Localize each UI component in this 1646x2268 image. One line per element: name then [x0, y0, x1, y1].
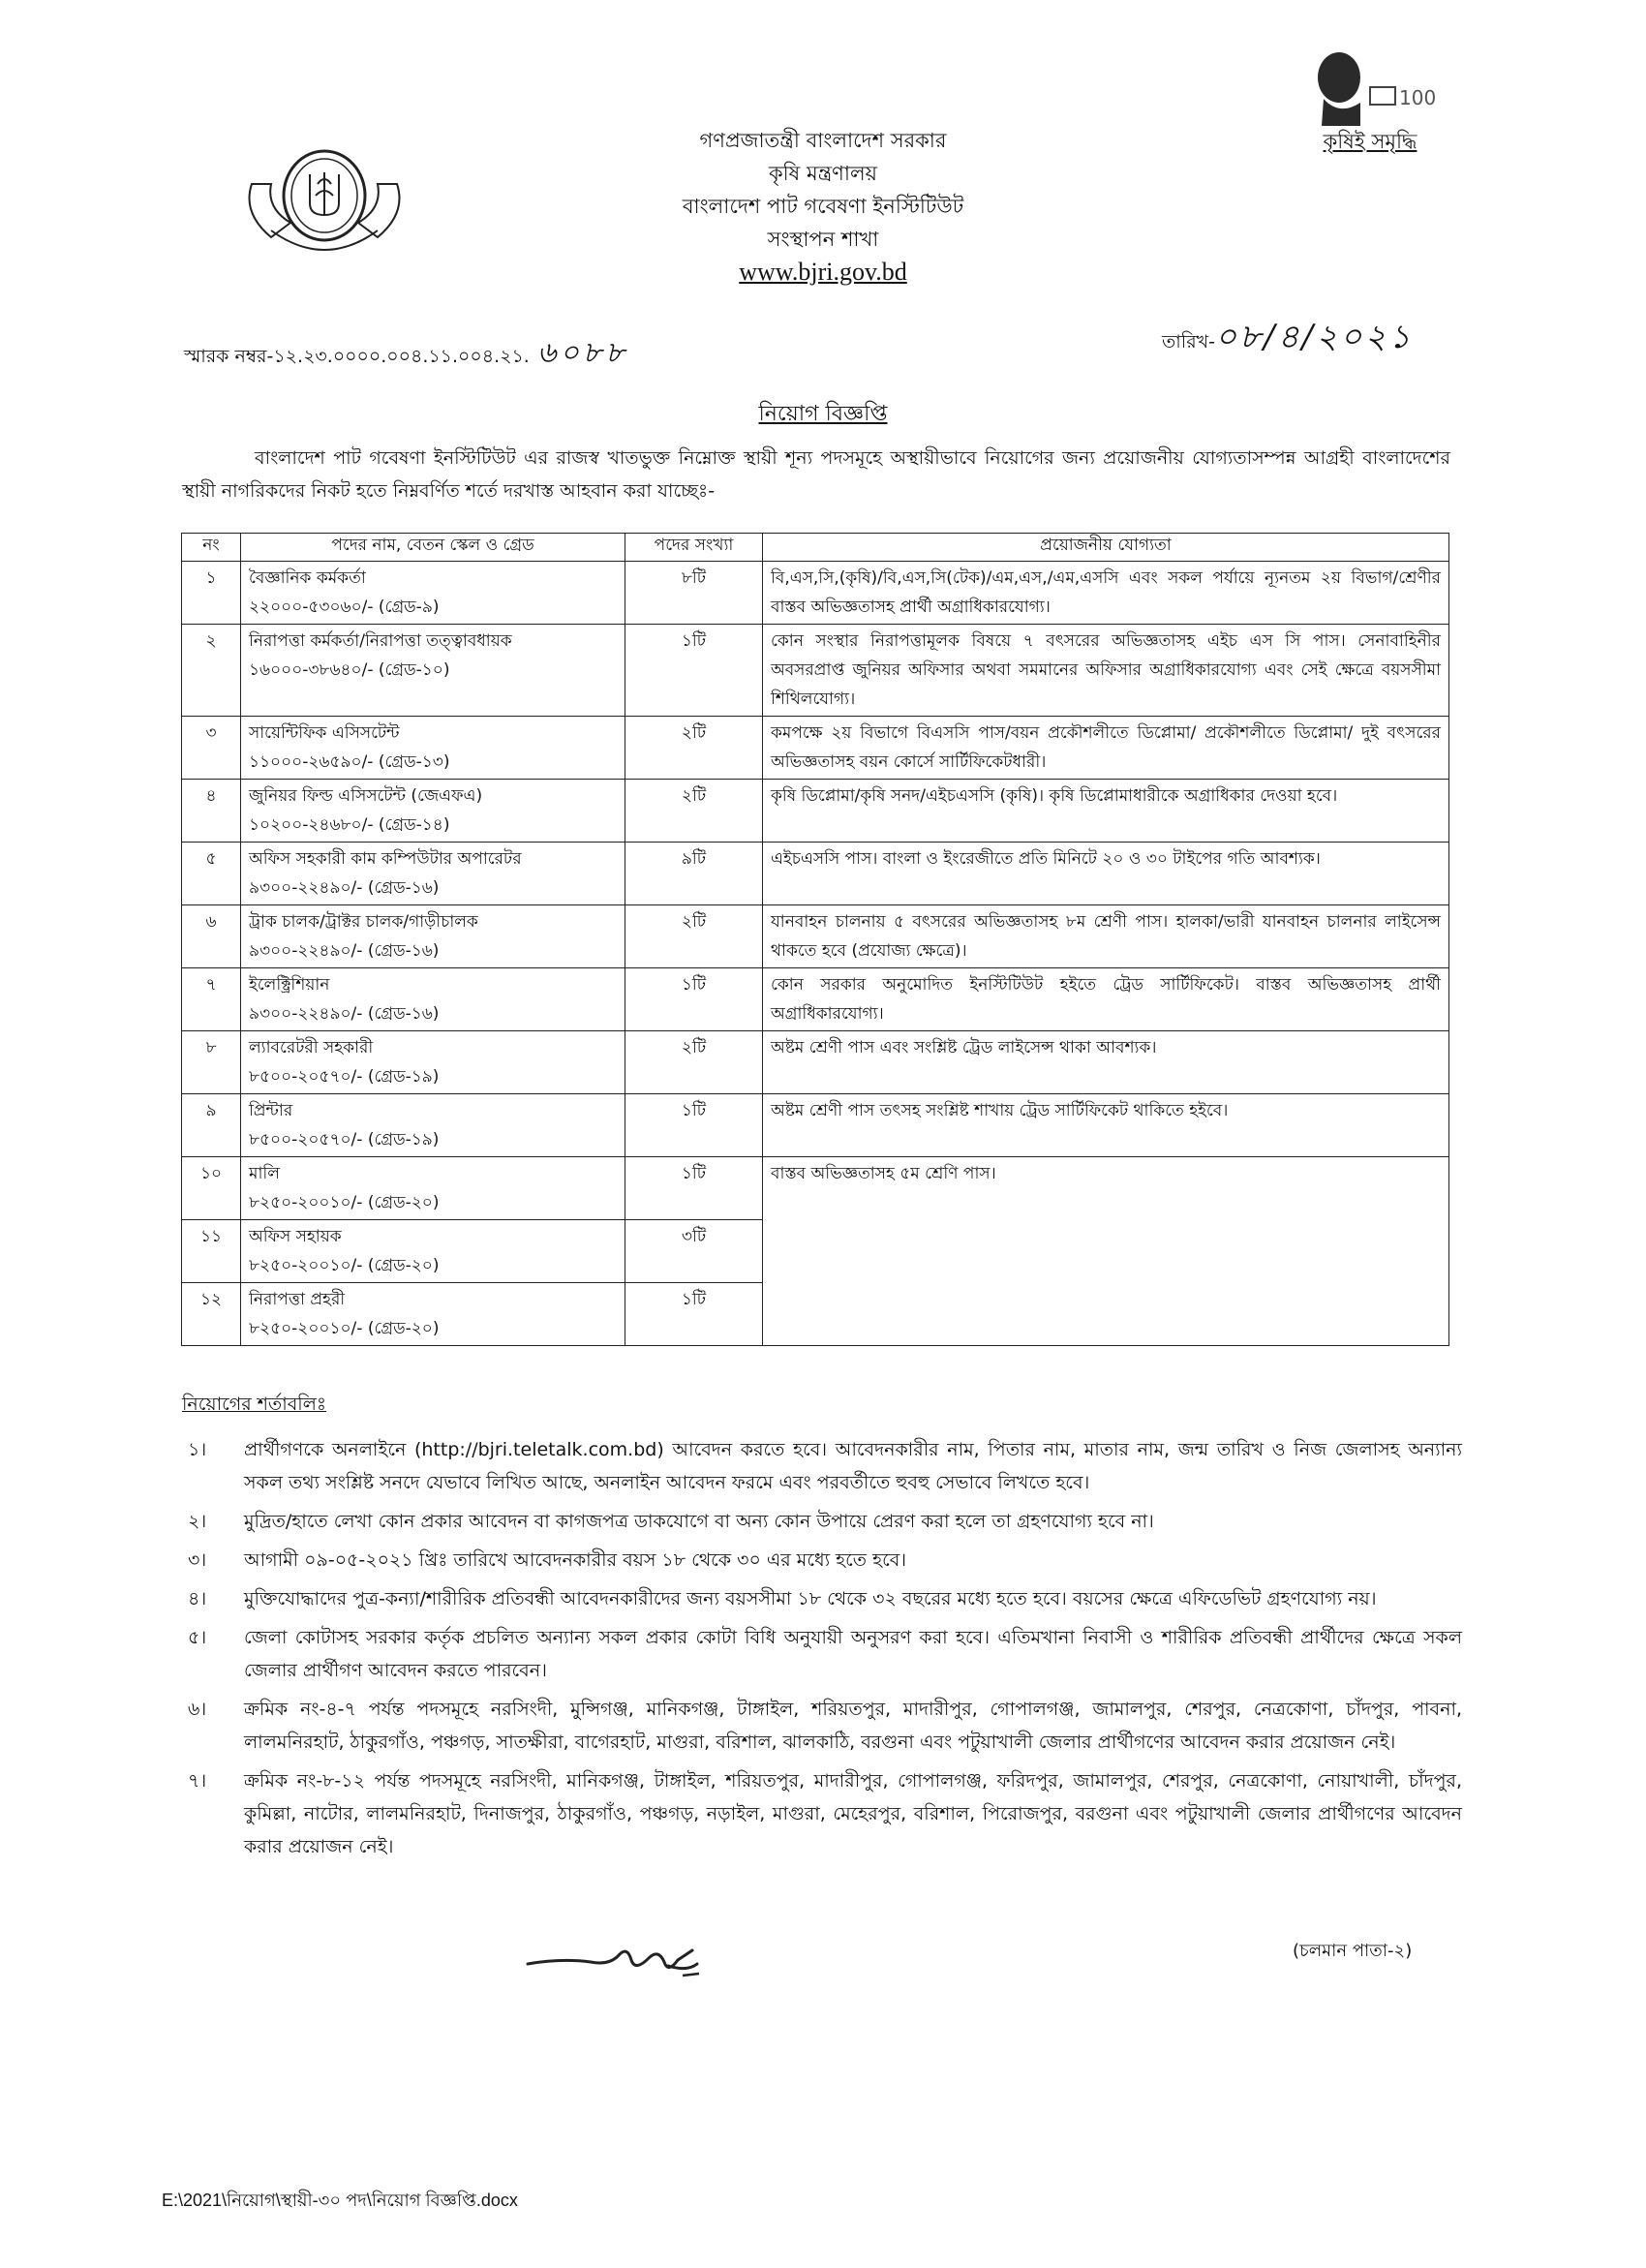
condition-item	[184, 1764, 1462, 1863]
post-count: ৮টি	[625, 562, 763, 625]
bjri-logo-icon	[232, 145, 416, 261]
table-row	[182, 905, 1449, 968]
ministry-line: কৃষি মন্ত্রণালয়	[768, 162, 877, 185]
post-name: প্রিন্টার	[249, 1101, 293, 1120]
post-qualification: অষ্টম শ্রেণী পাস তৎসহ সংশ্লিষ্ট শাখায় ট্রেড সার্টিফিকেট থাকিতে হইবে।	[763, 1094, 1449, 1157]
continued-page-note: (চলমান পাতা-২)	[1293, 1941, 1413, 1961]
website-link[interactable]: www.bjri.gov.bd	[739, 258, 907, 286]
row-no: ১১	[182, 1220, 241, 1283]
row-no: ৭	[182, 968, 241, 1031]
post-cell	[241, 1031, 625, 1094]
condition-text: ক্রমিক নং-৪-৭ পর্যন্ত পদসমূহে নরসিংদী, মুন্সিগঞ্জ, মানিকগঞ্জ, টাঙ্গাইল, শরিয়তপুর, মাদারীপুর, গোপালগঞ্জ, জামালপুর, শেরপুর, নেত্রকোণা, চাঁদপুর, পাবনা, লালমনিরহাট, ঠাকুরগাঁও, পঞ্চগড়, সাতক্ষীরা, বাগেরহাট, মাগুরা, বরিশাল, ঝালকাঠি, বরগুনা এবং পটুয়াখালী জেলার প্রার্থীগণের আবেদন করার প্রয়োজন নেই।	[244, 1699, 1462, 1753]
row-no: ৯	[182, 1094, 241, 1157]
post-count: ৩টি	[625, 1220, 763, 1283]
date-handwritten: ০৮/৪/২০২১	[1215, 318, 1414, 356]
table-row	[182, 717, 1449, 780]
condition-text: আগামী ০৯-০৫-২০২১ খ্রিঃ তারিখে আবেদনকারীর বয়স ১৮ থেকে ৩০ এর মধ্যে হতে হবে।	[244, 1549, 907, 1571]
post-count: ১টি	[625, 1094, 763, 1157]
post-name: জুনিয়র ফিল্ড এসিসটেন্ট (জেএফএ)	[249, 786, 483, 806]
post-name: ট্রাক চালক/ট্রাক্টর চালক/গাড়ীচালক	[249, 912, 478, 932]
post-name: অফিস সহকারী কাম কম্পিউটার অপারেটর	[249, 849, 522, 869]
post-qualification: বি,এস,সি,(কৃষি)/বি,এস,সি(টেক)/এম,এস,/এম,এসসি এবং সকল পর্যায়ে ন্যূনতম ২য় বিভাগ/শ্রেণীর বাস্তব অভিজ্ঞতাসহ প্রার্থী অগ্রাধিকারযোগ্য।	[763, 562, 1449, 625]
condition-number: ২।	[188, 1511, 207, 1532]
post-name: ল্যাবরেটরী সহকারী	[249, 1038, 374, 1057]
post-count: ১টি	[625, 1283, 763, 1346]
file-path-footer: E:\2021\নিয়োগ\স্থায়ী-৩০ পদ\নিয়োগ বিজ্ঞপ্তি.docx	[162, 2191, 518, 2210]
post-count: ১টি	[625, 968, 763, 1031]
condition-text: ক্রমিক নং-৮-১২ পর্যন্ত পদসমূহে নরসিংদী, মানিকগঞ্জ, টাঙ্গাইল, শরিয়তপুর, মাদারীপুর, গোপালগঞ্জ, ফরিদপুর, জামালপুর, শেরপুর, নেত্রকোণা, নোয়াখালী, চাঁদপুর, কুমিল্লা, নাটোর, লালমনিরহাট, দিনাজপুর, ঠাকুরগাঁও, পঞ্চগড়, নড়াইল, মাগুরা, মেহেরপুর, বরিশাল, পিরোজপুর, বরগুনা এবং পটুয়াখালী জেলার প্রার্থীগণের আবেদন করার প্রয়োজন নেই।	[244, 1770, 1462, 1857]
post-count: ২টি	[625, 1031, 763, 1094]
post-count: ৯টি	[625, 843, 763, 905]
post-name: মালি	[249, 1164, 280, 1183]
post-scale: ৯৩০০-২২৪৯০/- (গ্রেড-১৬)	[249, 1004, 440, 1024]
post-scale: ১০২০০-২৪৬৮০/- (গ্রেড-১৪)	[249, 815, 450, 835]
conditions-list	[184, 1433, 1462, 1869]
post-name: বৈজ্ঞানিক কর্মকর্তা	[249, 568, 366, 588]
post-name: অফিস সহায়ক	[249, 1227, 342, 1246]
condition-text: জেলা কোটাসহ সরকার কর্তৃক প্রচলিত অন্যান্য সকল প্রকার কোটা বিধি অনুযায়ী অনুসরণ করা হবে। এতিমখানা নিবাসী ও শারীরিক প্রতিবন্ধী প্রার্থীদের ক্ষেত্রে সকল জেলার প্রার্থীগণ আবেদন করতে পারবেন।	[244, 1627, 1462, 1681]
col-qual: প্রয়োজনীয় যোগ্যতা	[763, 534, 1449, 562]
svg-text:100: 100	[1399, 86, 1437, 109]
post-count: ২টি	[625, 717, 763, 780]
post-qualification: কৃষি ডিপ্লোমা/কৃষি সনদ/এইচএসসি (কৃষি)। কৃষি ডিপ্লোমাধারীকে অগ্রাধিকার দেওয়া হবে।	[763, 780, 1449, 843]
date-label: তারিখ-	[1162, 331, 1215, 352]
table-row	[182, 1031, 1449, 1094]
post-scale: ৮২৫০-২০০১০/- (গ্রেড-২০)	[249, 1193, 440, 1212]
post-qualification: কোন সংস্থার নিরাপত্তামূলক বিষয়ে ৭ বৎসরের অভিজ্ঞতাসহ এইচ এস সি পাস। সেনাবাহিনীর অবসরপ্রাপ্ত জুনিয়র অফিসার অথবা সমমানের অফিসার অগ্রাধিকারযোগ্য এবং সেই ক্ষেত্রে বয়সসীমা শিথিলযোগ্য।	[763, 625, 1449, 717]
section-line: সংস্থাপন শাখা	[767, 228, 879, 251]
post-qualification: এইচএসসি পাস। বাংলা ও ইংরেজীতে প্রতি মিনিটে ২০ ও ৩০ টাইপের গতি আবশ্যক।	[763, 843, 1449, 905]
table-row	[182, 968, 1449, 1031]
condition-text: মুদ্রিত/হাতে লেখা কোন প্রকার আবেদন বা কাগজপত্র ডাকযোগে বা অন্য কোন উপায়ে প্রেরণ করা হলে তা গ্রহণযোগ্য হবে না।	[244, 1511, 1154, 1532]
condition-item	[184, 1621, 1462, 1687]
post-scale: ৮৫০০-২০৫৭০/- (গ্রেড-১৯)	[249, 1067, 440, 1087]
memo-number	[184, 329, 628, 379]
letterhead	[591, 124, 1055, 289]
table-row	[182, 562, 1449, 625]
table-row	[182, 843, 1449, 905]
post-cell	[241, 1094, 625, 1157]
table-row	[182, 1157, 1449, 1220]
condition-item	[184, 1505, 1462, 1538]
memo-handwritten: ৬০৮৮	[536, 336, 628, 370]
post-cell	[241, 780, 625, 843]
institute-line: বাংলাদেশ পাট গবেষণা ইনস্টিটিউট	[682, 195, 964, 218]
post-name: ইলেক্ট্রিশিয়ান	[249, 975, 330, 995]
notice-title: নিয়োগ বিজ্ঞপ্তি	[758, 402, 888, 426]
post-scale: ৮৫০০-২০৫৭০/- (গ্রেড-১৯)	[249, 1130, 440, 1149]
post-scale: ১৬০০০-৩৮৬৪০/- (গ্রেড-১০)	[249, 660, 450, 680]
post-cell	[241, 562, 625, 625]
post-qualification: বাস্তব অভিজ্ঞতাসহ ৫ম শ্রেণি পাস।	[763, 1157, 1449, 1346]
conditions-title: নিয়োগের শর্তাবলিঃ	[182, 1394, 326, 1415]
post-name: সায়েন্টিফিক এসিসটেন্ট	[249, 723, 400, 743]
memo-date	[1162, 312, 1414, 367]
post-cell	[241, 905, 625, 968]
row-no: ১২	[182, 1283, 241, 1346]
post-count: ২টি	[625, 905, 763, 968]
table-header-row	[182, 534, 1449, 562]
condition-number: ৪।	[188, 1588, 207, 1609]
post-cell	[241, 1220, 625, 1283]
condition-number: ৫।	[188, 1627, 207, 1648]
post-qualification: যানবাহন চালনায় ৫ বৎসরের অভিজ্ঞতাসহ ৮ম শ্রেণী পাস। হালকা/ভারী যানবাহন চালনার লাইসেন্স থাকতে হবে (প্রযোজ্য ক্ষেত্রে)।	[763, 905, 1449, 968]
table-row	[182, 780, 1449, 843]
condition-number: ৩।	[188, 1549, 207, 1571]
motto: কৃষিই সমৃদ্ধি	[1323, 130, 1417, 153]
row-no: ৮	[182, 1031, 241, 1094]
post-scale: ৯৩০০-২২৪৯০/- (গ্রেড-১৬)	[249, 878, 440, 898]
row-no: ১০	[182, 1157, 241, 1220]
col-name: পদের নাম, বেতন স্কেল ও গ্রেড	[241, 534, 625, 562]
post-scale: ২২০০০-৫৩০৬০/- (গ্রেড-৯)	[249, 598, 440, 617]
col-count: পদের সংখ্যা	[625, 534, 763, 562]
condition-number: ১।	[188, 1439, 207, 1460]
row-no: ৬	[182, 905, 241, 968]
post-count: ১টি	[625, 1157, 763, 1220]
row-no: ৩	[182, 717, 241, 780]
govt-line: গণপ্রজাতন্ত্রী বাংলাদেশ সরকার	[699, 129, 947, 152]
row-no: ৫	[182, 843, 241, 905]
post-qualification: কোন সরকার অনুমোদিত ইনস্টিটিউট হইতে ট্রেড সার্টিফিকেট। বাস্তব অভিজ্ঞতাসহ প্রার্থী অগ্রাধিকারযোগ্য।	[763, 968, 1449, 1031]
post-scale: ৮২৫০-২০০১০/- (গ্রেড-২০)	[249, 1319, 440, 1338]
post-count: ২টি	[625, 780, 763, 843]
table-row	[182, 1094, 1449, 1157]
post-qualification: অষ্টম শ্রেণী পাস এবং সংশ্লিষ্ট ট্রেড লাইসেন্স থাকা আবশ্যক।	[763, 1031, 1449, 1094]
col-no: নং	[182, 534, 241, 562]
post-cell	[241, 625, 625, 717]
post-qualification: কমপক্ষে ২য় বিভাগে বিএসসি পাস/বয়ন প্রকৌশলীতে ডিপ্লোমা/ প্রকৌশলীতে ডিপ্লোমা/ দুই বৎসরের অভিজ্ঞতাসহ বয়ন কোর্সে সার্টিফিকেটধারী।	[763, 717, 1449, 780]
condition-item	[184, 1544, 1462, 1577]
row-no: ১	[182, 562, 241, 625]
row-no: ২	[182, 625, 241, 717]
memo-label: স্মারক নম্বর-১২.২৩.০০০০.০০৪.১১.০০৪.২১.	[184, 346, 530, 367]
posts-table	[181, 533, 1449, 1346]
table-row	[182, 625, 1449, 717]
signature-icon	[523, 1937, 755, 1985]
post-count: ১টি	[625, 625, 763, 717]
post-scale: ৮২৫০-২০০১০/- (গ্রেড-২০)	[249, 1256, 440, 1275]
condition-number: ৬।	[188, 1699, 207, 1720]
condition-number: ৭।	[188, 1770, 207, 1792]
intro-paragraph: বাংলাদেশ পাট গবেষণা ইনস্টিটিউট এর রাজস্ব খাতভুক্ত নিম্নোক্ত স্থায়ী শূন্য পদসমূহে অস্থায়ীভাবে নিয়োগের জন্য প্রয়োজনীয় যোগ্যতাসম্পন্ন আগ্রহী বাংলাদেশের স্থায়ী নাগরিকদের নিকট হতে নিম্নবর্ণিত শর্তে দরখাস্ত আহবান করা যাচ্ছেঃ-	[182, 447, 1450, 502]
condition-item	[184, 1433, 1462, 1499]
mujib-100-emblem-icon	[1302, 48, 1457, 126]
row-no: ৪	[182, 780, 241, 843]
post-name: নিরাপত্তা প্রহরী	[249, 1290, 346, 1309]
post-name: নিরাপত্তা কর্মকর্তা/নিরাপত্তা তত্ত্বাবধায়ক	[249, 631, 512, 651]
post-cell	[241, 1157, 625, 1220]
post-cell	[241, 717, 625, 780]
condition-text: প্রার্থীগণকে অনলাইনে (http://bjri.teletalk.com.bd) আবেদন করতে হবে। আবেদনকারীর নাম, পিতার নাম, মাতার নাম, জন্ম তারিখ ও নিজ জেলাসহ অন্যান্য সকল তথ্য সংশ্লিষ্ট সনদে যেভাবে লিখিত আছে, অনলাইন আবেদন ফরমে এবং পরবর্তীতে হুবহু সেভাবে লিখতে হবে।	[244, 1439, 1462, 1493]
post-scale: ১১০০০-২৬৫৯০/- (গ্রেড-১৩)	[249, 752, 450, 772]
condition-item	[184, 1693, 1462, 1759]
post-cell	[241, 1283, 625, 1346]
condition-item	[184, 1582, 1462, 1615]
post-cell	[241, 968, 625, 1031]
post-scale: ৯৩০০-২২৪৯০/- (গ্রেড-১৬)	[249, 941, 440, 961]
condition-text: মুক্তিযোদ্ধাদের পুত্র-কন্যা/শারীরিক প্রতিবন্ধী আবেদনকারীদের জন্য বয়সসীমা ১৮ থেকে ৩২ বছরের মধ্যে হতে হবে। বয়সের ক্ষেত্রে এফিডেভিট গ্রহণযোগ্য নয়।	[244, 1588, 1377, 1609]
post-cell	[241, 843, 625, 905]
